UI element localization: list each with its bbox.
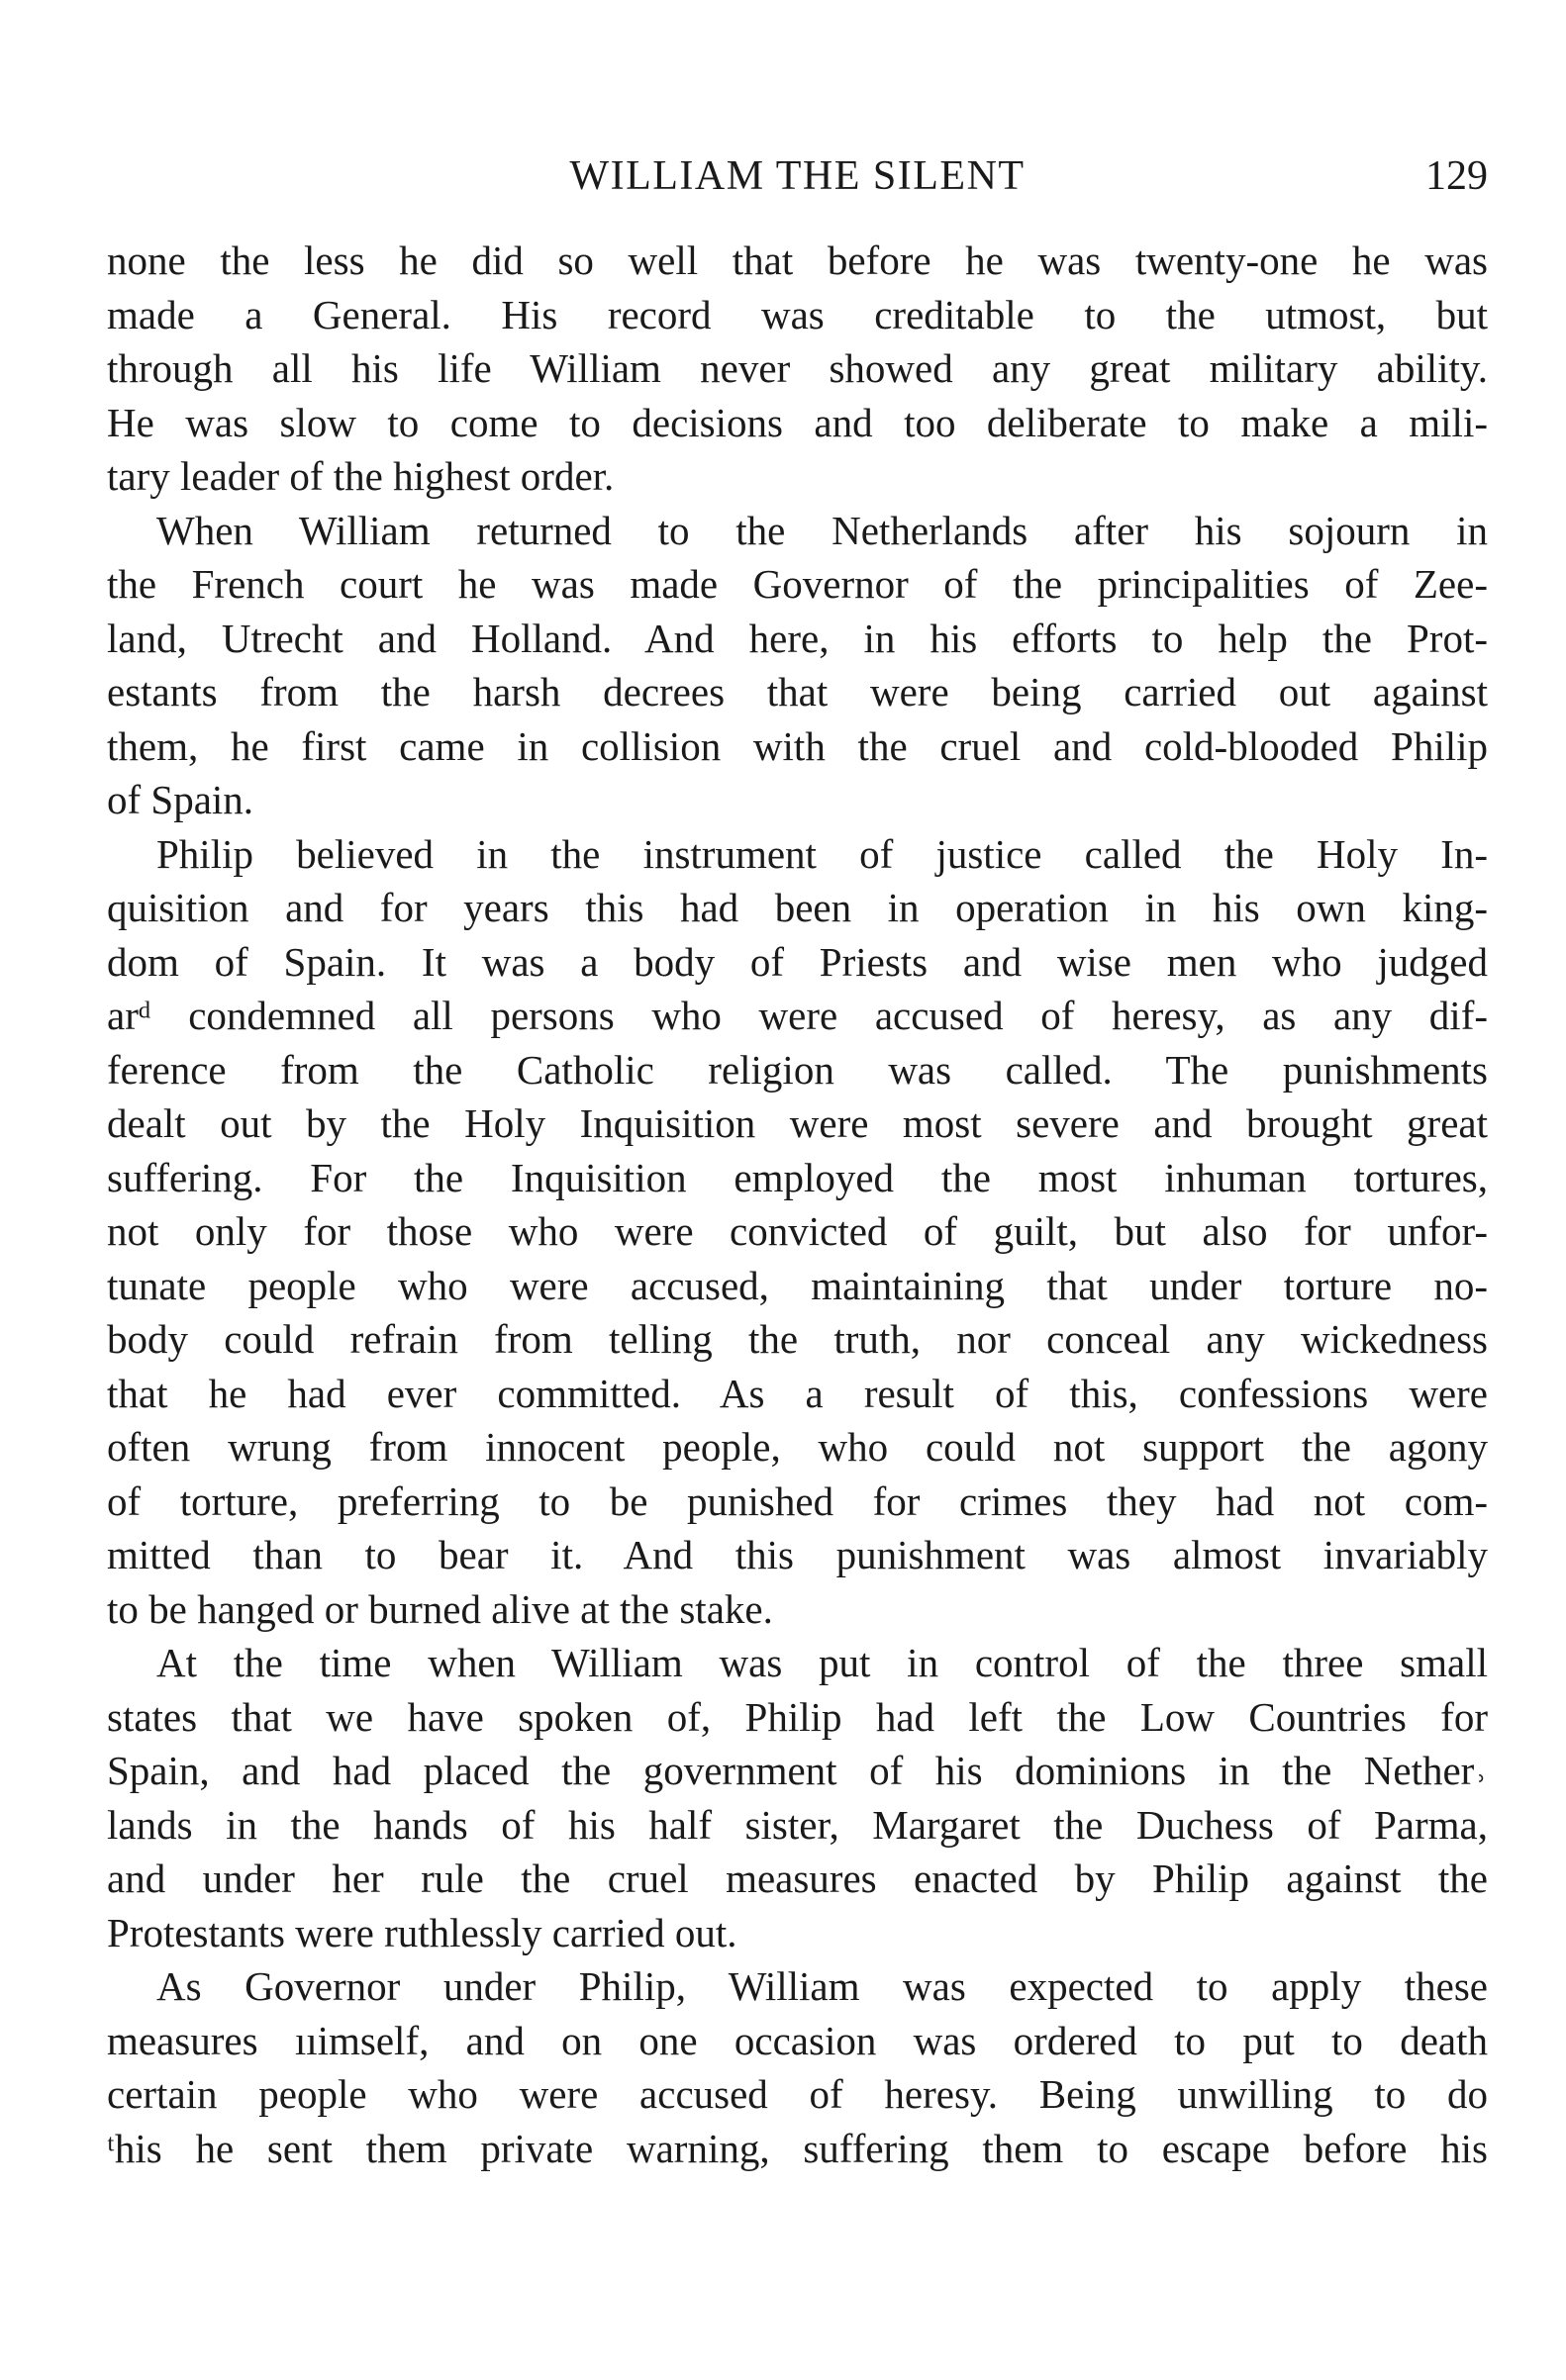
text-line: dom of Spain. It was a body of Priests and wise men who judged xyxy=(107,938,1488,985)
text-line: tary leader of the highest order. xyxy=(107,453,615,499)
text-line: dealt out by the Holy Inquisition were most severe and brought great xyxy=(107,1100,1488,1146)
text-line: not only for those who were convicted of guilt, but also for unfor- xyxy=(107,1208,1488,1254)
text-line: made a General. His record was creditable to the utmost, but xyxy=(107,291,1488,337)
text-line: and under her rule the cruel measures enacted by Philip against the xyxy=(107,1856,1488,1901)
text-line: them, he first came in collision with the cruel and cold-blooded Philip xyxy=(107,722,1488,769)
text-line: the French court he was made Governor of the principalities of Zee- xyxy=(107,561,1488,607)
text-line: As Governor under Philip, William was expected to apply these xyxy=(156,1963,1488,2009)
text-line: When William returned to the Netherlands after his sojourn in xyxy=(156,507,1488,553)
page-number: 129 xyxy=(1425,153,1488,199)
text-line: At the time when William was put in control of the three small xyxy=(156,1640,1488,1685)
text-line: states that we have spoken of, Philip had left the Low Countries for xyxy=(107,1693,1488,1740)
text-line: through all his life William never showed any great military ability. xyxy=(107,345,1488,391)
text-line: of torture, preferring to be punished for crimes they had not com- xyxy=(107,1477,1488,1524)
paragraph-1 xyxy=(107,234,1488,504)
text-line: ference from the Catholic religion was called. The punishments xyxy=(107,1046,1488,1093)
text-line: mitted than to bear it. And this punishment was almost invariably xyxy=(107,1532,1488,1577)
running-title: WILLIAM THE SILENT xyxy=(569,153,1026,199)
paragraph-3 xyxy=(107,827,1488,1637)
text-line: estants from the harsh decrees that were being carried out against xyxy=(107,669,1488,714)
text-line: measures ııimself, and on one occasion was ordered to put to death xyxy=(107,2017,1488,2063)
text-line: arᵈ condemned all persons who were accused of heresy, as any dif- xyxy=(107,993,1488,1038)
text-line: often wrung from innocent people, who could not support the agony xyxy=(107,1424,1488,1470)
text-line: that he had ever committed. As a result of this, confessions were xyxy=(107,1370,1488,1416)
text-line: suffering. For the Inquisition employed the most inhuman tortures, xyxy=(107,1154,1488,1200)
paragraph-2 xyxy=(107,504,1488,827)
text-line: Spain, and had placed the government of his dominions in the Nether˒ xyxy=(107,1748,1488,1793)
text-line: quisition and for years this had been in operation in his own king- xyxy=(107,885,1488,930)
text-line: Protestants were ruthlessly carried out. xyxy=(107,1909,737,1955)
text-line: He was slow to come to decisions and too deliberate to make a mili- xyxy=(107,399,1488,445)
text-line: tunate people who were accused, maintaining that under torture no- xyxy=(107,1262,1488,1308)
text-line: to be hanged or burned alive at the stake. xyxy=(107,1585,773,1632)
text-line: of Spain. xyxy=(107,777,254,822)
paragraph-4 xyxy=(107,1636,1488,1959)
text-line: land, Utrecht and Holland. And here, in his efforts to help the Prot- xyxy=(107,615,1488,661)
text-line: Philip believed in the instrument of justice called the Holy In- xyxy=(156,830,1488,877)
body-text xyxy=(107,234,1488,2175)
paragraph-5 xyxy=(107,1959,1488,2175)
running-head xyxy=(107,146,1488,206)
text-line: body could refrain from telling the truth, nor conceal any wickedness xyxy=(107,1316,1488,1362)
text-line: ᵗhis he sent them private warning, suffering them to escape before his xyxy=(107,2125,1488,2171)
text-line: certain people who were accused of heresy. Being unwilling to do xyxy=(107,2071,1488,2117)
text-line: lands in the hands of his half sister, Margaret the Duchess of Parma, xyxy=(107,1801,1488,1848)
text-line: none the less he did so well that before he was twenty-one he was xyxy=(107,238,1488,283)
